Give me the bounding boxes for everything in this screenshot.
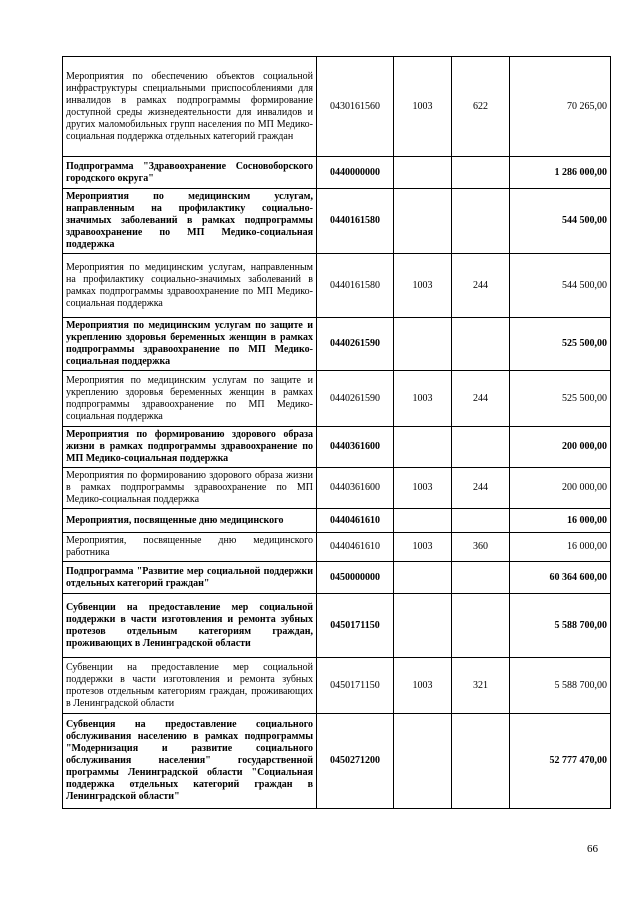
amount: 5 588 700,00 (510, 594, 611, 658)
expense-type-code: 321 (452, 658, 510, 714)
target-code: 0430161560 (317, 57, 394, 157)
table-row (63, 714, 611, 809)
target-code: 0450000000 (317, 562, 394, 594)
target-code: 0440161580 (317, 254, 394, 318)
target-code: 0440361600 (317, 468, 394, 509)
target-code: 0440461610 (317, 533, 394, 562)
table-row (63, 533, 611, 562)
section-code (394, 318, 452, 371)
section-code: 1003 (394, 533, 452, 562)
section-code: 1003 (394, 57, 452, 157)
table-row (63, 468, 611, 509)
row-description: Мероприятия по медицинским услугам по защите и укреплению здоровья беременных женщин в рамках подпрограммы здравоохранение по МП Медико-социальная поддержка (63, 318, 317, 371)
section-code (394, 189, 452, 254)
table-row (63, 658, 611, 714)
expense-type-code (452, 509, 510, 533)
amount: 525 500,00 (510, 318, 611, 371)
row-description: Мероприятия по медицинским услугам, направленным на профилактику социально-значимых заболеваний в рамках подпрограммы здравоохранение по МП Медико-социальная поддержка (63, 254, 317, 318)
row-description: Субвенция на предоставление социального обслуживания населению в рамках подпрограммы "Модернизация и развитие социального обслуживания населения" государственной программы Ленинградской области "Социальная поддержка отдельных категорий граждан в Ленинградской области" (63, 714, 317, 809)
expense-type-code (452, 714, 510, 809)
budget-table (62, 56, 611, 809)
target-code: 0440000000 (317, 157, 394, 189)
section-code: 1003 (394, 254, 452, 318)
amount: 16 000,00 (510, 533, 611, 562)
section-code (394, 157, 452, 189)
table-row (63, 57, 611, 157)
section-code: 1003 (394, 468, 452, 509)
row-description: Мероприятия по медицинским услугам по защите и укреплению здоровья беременных женщин в рамках подпрограммы здравоохранение по МП Медико-социальная поддержка (63, 371, 317, 427)
row-description: Мероприятия по формированию здорового образа жизни в рамках подпрограммы здравоохранение по МП Медико-социальная поддержка (63, 468, 317, 509)
table-row (63, 594, 611, 658)
section-code: 1003 (394, 371, 452, 427)
section-code (394, 509, 452, 533)
page-number: 66 (587, 843, 598, 855)
amount: 60 364 600,00 (510, 562, 611, 594)
amount: 5 588 700,00 (510, 658, 611, 714)
table-row (63, 318, 611, 371)
row-description: Субвенции на предоставление мер социальной поддержки в части изготовления и ремонта зубных протезов отдельным категориям граждан, проживающих в Ленинградской области (63, 594, 317, 658)
expense-type-code: 244 (452, 371, 510, 427)
table-row (63, 189, 611, 254)
table-row (63, 562, 611, 594)
row-description: Мероприятия, посвященные дню медицинского (63, 509, 317, 533)
expense-type-code: 244 (452, 254, 510, 318)
table-row (63, 371, 611, 427)
budget-table-body (63, 57, 611, 809)
target-code: 0450171150 (317, 658, 394, 714)
section-code (394, 714, 452, 809)
expense-type-code (452, 189, 510, 254)
table-row (63, 427, 611, 468)
row-description: Мероприятия по медицинским услугам, направленным на профилактику социально-значимых заболеваний в рамках подпрограммы здравоохранение по МП Медико-социальная поддержка (63, 189, 317, 254)
target-code: 0440161580 (317, 189, 394, 254)
amount: 544 500,00 (510, 189, 611, 254)
row-description: Мероприятия, посвященные дню медицинского работника (63, 533, 317, 562)
expense-type-code (452, 318, 510, 371)
amount: 1 286 000,00 (510, 157, 611, 189)
row-description: Субвенции на предоставление мер социальной поддержки в части изготовления и ремонта зубных протезов отдельным категориям граждан, проживающих в Ленинградской области (63, 658, 317, 714)
section-code (394, 427, 452, 468)
amount: 16 000,00 (510, 509, 611, 533)
section-code: 1003 (394, 658, 452, 714)
table-row (63, 509, 611, 533)
expense-type-code (452, 157, 510, 189)
amount: 52 777 470,00 (510, 714, 611, 809)
expense-type-code (452, 427, 510, 468)
target-code: 0440361600 (317, 427, 394, 468)
section-code (394, 594, 452, 658)
amount: 200 000,00 (510, 427, 611, 468)
target-code: 0450171150 (317, 594, 394, 658)
expense-type-code: 360 (452, 533, 510, 562)
row-description: Мероприятия по формированию здорового образа жизни в рамках подпрограммы здравоохранение по МП Медико-социальная поддержка (63, 427, 317, 468)
amount: 525 500,00 (510, 371, 611, 427)
expense-type-code: 622 (452, 57, 510, 157)
table-row (63, 254, 611, 318)
target-code: 0450271200 (317, 714, 394, 809)
amount: 70 265,00 (510, 57, 611, 157)
section-code (394, 562, 452, 594)
amount: 200 000,00 (510, 468, 611, 509)
expense-type-code (452, 594, 510, 658)
target-code: 0440261590 (317, 318, 394, 371)
expense-type-code: 244 (452, 468, 510, 509)
target-code: 0440461610 (317, 509, 394, 533)
row-description: Подпрограмма "Здравоохранение Сосновоборского городского округа" (63, 157, 317, 189)
table-row (63, 157, 611, 189)
row-description: Подпрограмма "Развитие мер социальной поддержки отдельных категорий граждан" (63, 562, 317, 594)
row-description: Мероприятия по обеспечению объектов социальной инфраструктуры специальными приспособлениями для инвалидов в рамках подпрограммы формирование доступной среды жизнедеятельности для инвалидов и других маломобильных групп населения по МП Медико-социальная поддержка отдельных категорий граждан (63, 57, 317, 157)
expense-type-code (452, 562, 510, 594)
target-code: 0440261590 (317, 371, 394, 427)
amount: 544 500,00 (510, 254, 611, 318)
